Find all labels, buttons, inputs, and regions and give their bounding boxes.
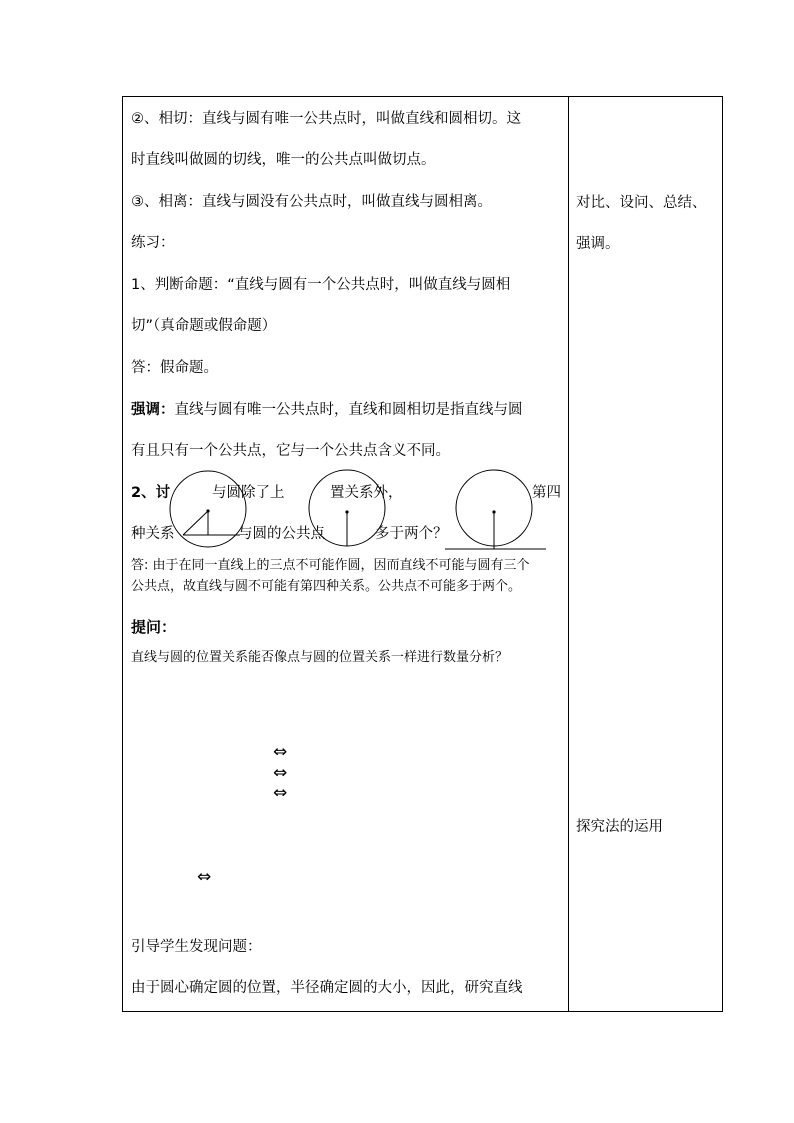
right-note-1: 对比、设问、总结、	[576, 195, 707, 211]
text-last-line: 由于圆心确定圆的位置，半径确定圆的大小，因此，研究直线	[131, 980, 523, 996]
equivalence-arrow-1: ⇔	[273, 742, 288, 762]
text-answer-2a: 答: 由于在同一直线上的三点不可能作圆，因而直线不可能与圆有三个	[131, 558, 530, 573]
text-ask-heading: 提问：	[131, 618, 177, 636]
text-separate: ③、相离：直线与圆没有公共点时，叫做直线与圆相离。	[131, 194, 492, 210]
equivalence-arrow-4: ⇔	[197, 867, 212, 887]
circle-separate-figure	[445, 470, 546, 549]
text-discuss-g: 多于两个？	[375, 526, 448, 542]
text-guide: 引导学生发现问题：	[131, 939, 262, 955]
text-tangent-2: 时直线叫做圆的切线，唯一的公共点叫做切点。	[131, 152, 436, 168]
text-answer-1: 答：假命题。	[131, 360, 218, 376]
equivalence-arrow-3: ⇔	[273, 783, 288, 803]
text-ask-question: 直线与圆的位置关系能否像点与圆的位置关系一样进行数量分析？	[131, 650, 509, 665]
emphasis-text: 直线与圆有唯一公共点时，直线和圆相切是指直线与圆	[174, 402, 523, 418]
text-discuss-d: 第四	[532, 485, 561, 501]
text-question-1b: 切”（真命题或假命题）	[131, 318, 277, 334]
circle-intersect-figure	[170, 471, 246, 547]
emphasis-label: 强调：	[131, 402, 175, 418]
text-discuss-e: 种关系	[131, 526, 175, 542]
right-note-3: 探究法的运用	[576, 819, 663, 835]
right-note-2: 强调。	[576, 236, 620, 252]
text-discuss-a: 2、讨	[131, 485, 171, 501]
equivalence-arrow-2: ⇔	[273, 763, 288, 783]
circle-tangent-figure	[309, 470, 385, 546]
text-tangent-1: ②、相切：直线与圆有唯一公共点时，叫做直线和圆相切。这	[131, 111, 521, 127]
text-discuss-b: 与圆除了上	[212, 485, 285, 501]
text-discuss-c: 置关系外，	[330, 485, 403, 501]
text-emphasis-2: 有且只有一个公共点，它与一个公共点含义不同。	[131, 443, 450, 459]
text-answer-2b: 公共点，故直线与圆不可能有第四种关系。公共点不可能多于两个。	[131, 579, 522, 594]
text-exercise-heading: 练习：	[131, 235, 175, 251]
text-question-1a: 1、判断命题：“直线与圆有一个公共点时，叫做直线与圆相	[131, 277, 511, 293]
text-discuss-f: 与圆的公共点	[238, 526, 325, 542]
